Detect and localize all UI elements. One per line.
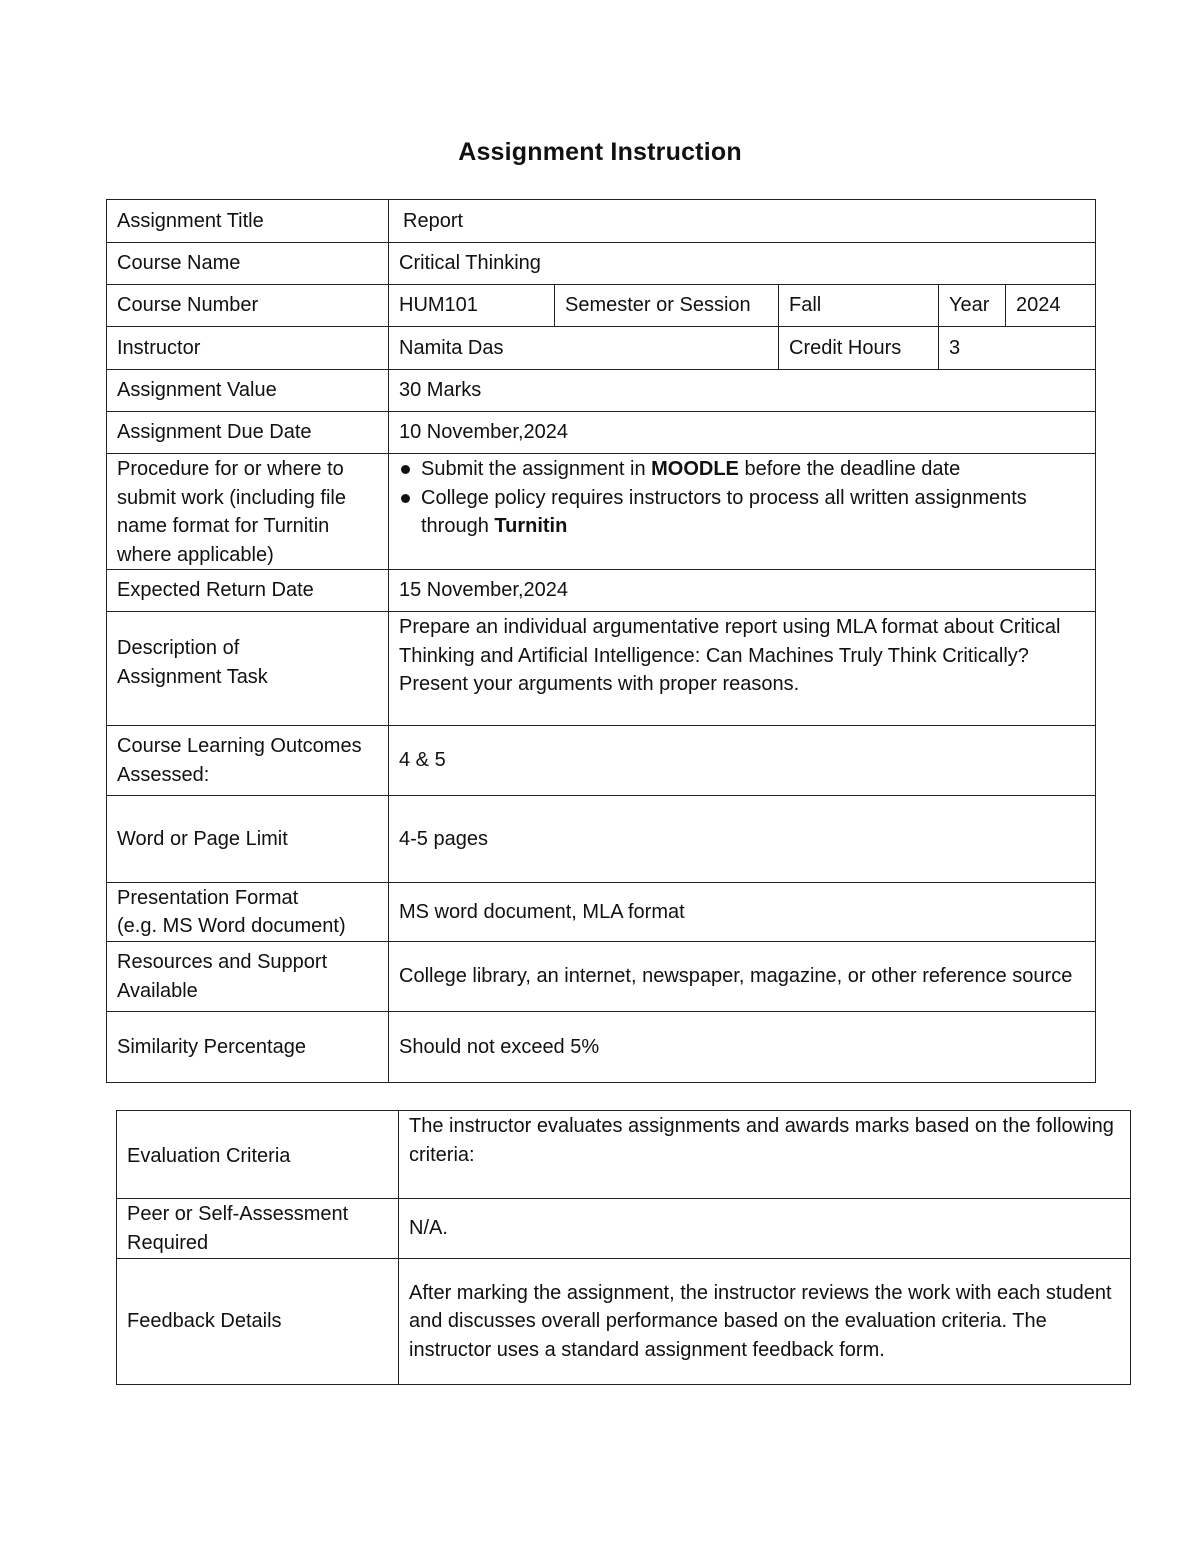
similarity-value: Should not exceed 5% <box>389 1012 1096 1083</box>
assignment-info-table <box>106 199 1096 1083</box>
presentation-format-value: MS word document, MLA format <box>389 883 1096 942</box>
procedure-bullet-item <box>421 484 1087 541</box>
outcomes-value: 4 & 5 <box>389 726 1096 796</box>
row-assignment-value <box>107 370 1096 412</box>
row-peer-assessment <box>117 1199 1131 1259</box>
credit-hours-value: 3 <box>939 327 1096 370</box>
outcomes-label: Course Learning Outcomes Assessed: <box>107 726 389 796</box>
feedback-value: After marking the assignment, the instructor reviews the work with each student and discusses overall performance based on the evaluation criteria. The instructor uses a standard assignment feedback form. <box>399 1259 1131 1385</box>
bullet-text: Submit the assignment in <box>421 458 652 480</box>
row-outcomes <box>107 726 1096 796</box>
course-number-value: HUM101 <box>389 285 555 327</box>
description-label-line: Assignment Task <box>117 665 268 688</box>
return-date-value: 15 November,2024 <box>389 570 1096 612</box>
procedure-value <box>389 454 1096 570</box>
word-limit-value: 4-5 pages <box>389 796 1096 883</box>
bullet-text: College policy requires instructors to process all written assignments through <box>421 486 1027 537</box>
resources-label: Resources and Support Available <box>107 942 389 1012</box>
evaluation-table <box>116 1110 1131 1385</box>
description-label <box>107 612 389 726</box>
document-title: Assignment Instruction <box>458 138 742 166</box>
procedure-bullet-list <box>399 455 1087 541</box>
evaluation-criteria-value: The instructor evaluates assignments and awards marks based on the following criteria: <box>399 1111 1131 1199</box>
evaluation-criteria-label: Evaluation Criteria <box>117 1111 399 1199</box>
year-value: 2024 <box>1006 285 1096 327</box>
procedure-label: Procedure for or where to submit work (including file name format for Turnitin where applicable) <box>107 454 389 570</box>
word-limit-label: Word or Page Limit <box>107 796 389 883</box>
presentation-format-label <box>107 883 389 942</box>
feedback-label: Feedback Details <box>117 1259 399 1385</box>
semester-label: Semester or Session <box>555 285 779 327</box>
credit-hours-label: Credit Hours <box>779 327 939 370</box>
row-resources <box>107 942 1096 1012</box>
row-evaluation-criteria <box>117 1111 1131 1199</box>
return-date-label: Expected Return Date <box>107 570 389 612</box>
bullet-text: before the deadline date <box>738 458 961 480</box>
row-assignment-title <box>107 200 1096 243</box>
instructor-value: Namita Das <box>389 327 779 370</box>
assignment-title-label: Assignment Title <box>107 200 389 243</box>
row-presentation-format <box>107 883 1096 942</box>
row-instructor <box>107 327 1096 370</box>
assignment-value-value: 30 Marks <box>389 370 1096 412</box>
moodle-bold-text: MOODLE <box>651 458 739 480</box>
presentation-label-line: Presentation Format <box>117 886 299 909</box>
peer-assessment-label: Peer or Self-Assessment Required <box>117 1199 399 1259</box>
description-value: Prepare an individual argumentative report using MLA format about Critical Thinking and Artificial Intelligence: Can Machines Truly Think Critically? Present your arguments with proper reasons. <box>389 612 1096 726</box>
description-label-line: Description of <box>117 637 240 659</box>
turnitin-bold-text: Turnitin <box>494 515 568 537</box>
instructor-label: Instructor <box>107 327 389 370</box>
row-feedback <box>117 1259 1131 1385</box>
due-date-value: 10 November,2024 <box>389 412 1096 454</box>
assignment-title-value: Report <box>389 200 1096 243</box>
course-name-value: Critical Thinking <box>389 243 1096 285</box>
row-course-number <box>107 285 1096 327</box>
row-course-name <box>107 243 1096 285</box>
resources-value: College library, an internet, newspaper, magazine, or other reference source <box>389 942 1096 1012</box>
course-name-label: Course Name <box>107 243 389 285</box>
row-due-date <box>107 412 1096 454</box>
row-description <box>107 612 1096 726</box>
procedure-bullet-item <box>421 455 1087 484</box>
presentation-label-line: (e.g. MS Word document) <box>117 915 346 937</box>
year-label: Year <box>939 285 1006 327</box>
assignment-value-label: Assignment Value <box>107 370 389 412</box>
peer-assessment-value: N/A. <box>399 1199 1131 1259</box>
similarity-label: Similarity Percentage <box>107 1012 389 1083</box>
row-similarity <box>107 1012 1096 1083</box>
course-number-label: Course Number <box>107 285 389 327</box>
row-procedure <box>107 454 1096 570</box>
row-return-date <box>107 570 1096 612</box>
semester-value: Fall <box>779 285 939 327</box>
row-word-limit <box>107 796 1096 883</box>
due-date-label: Assignment Due Date <box>107 412 389 454</box>
